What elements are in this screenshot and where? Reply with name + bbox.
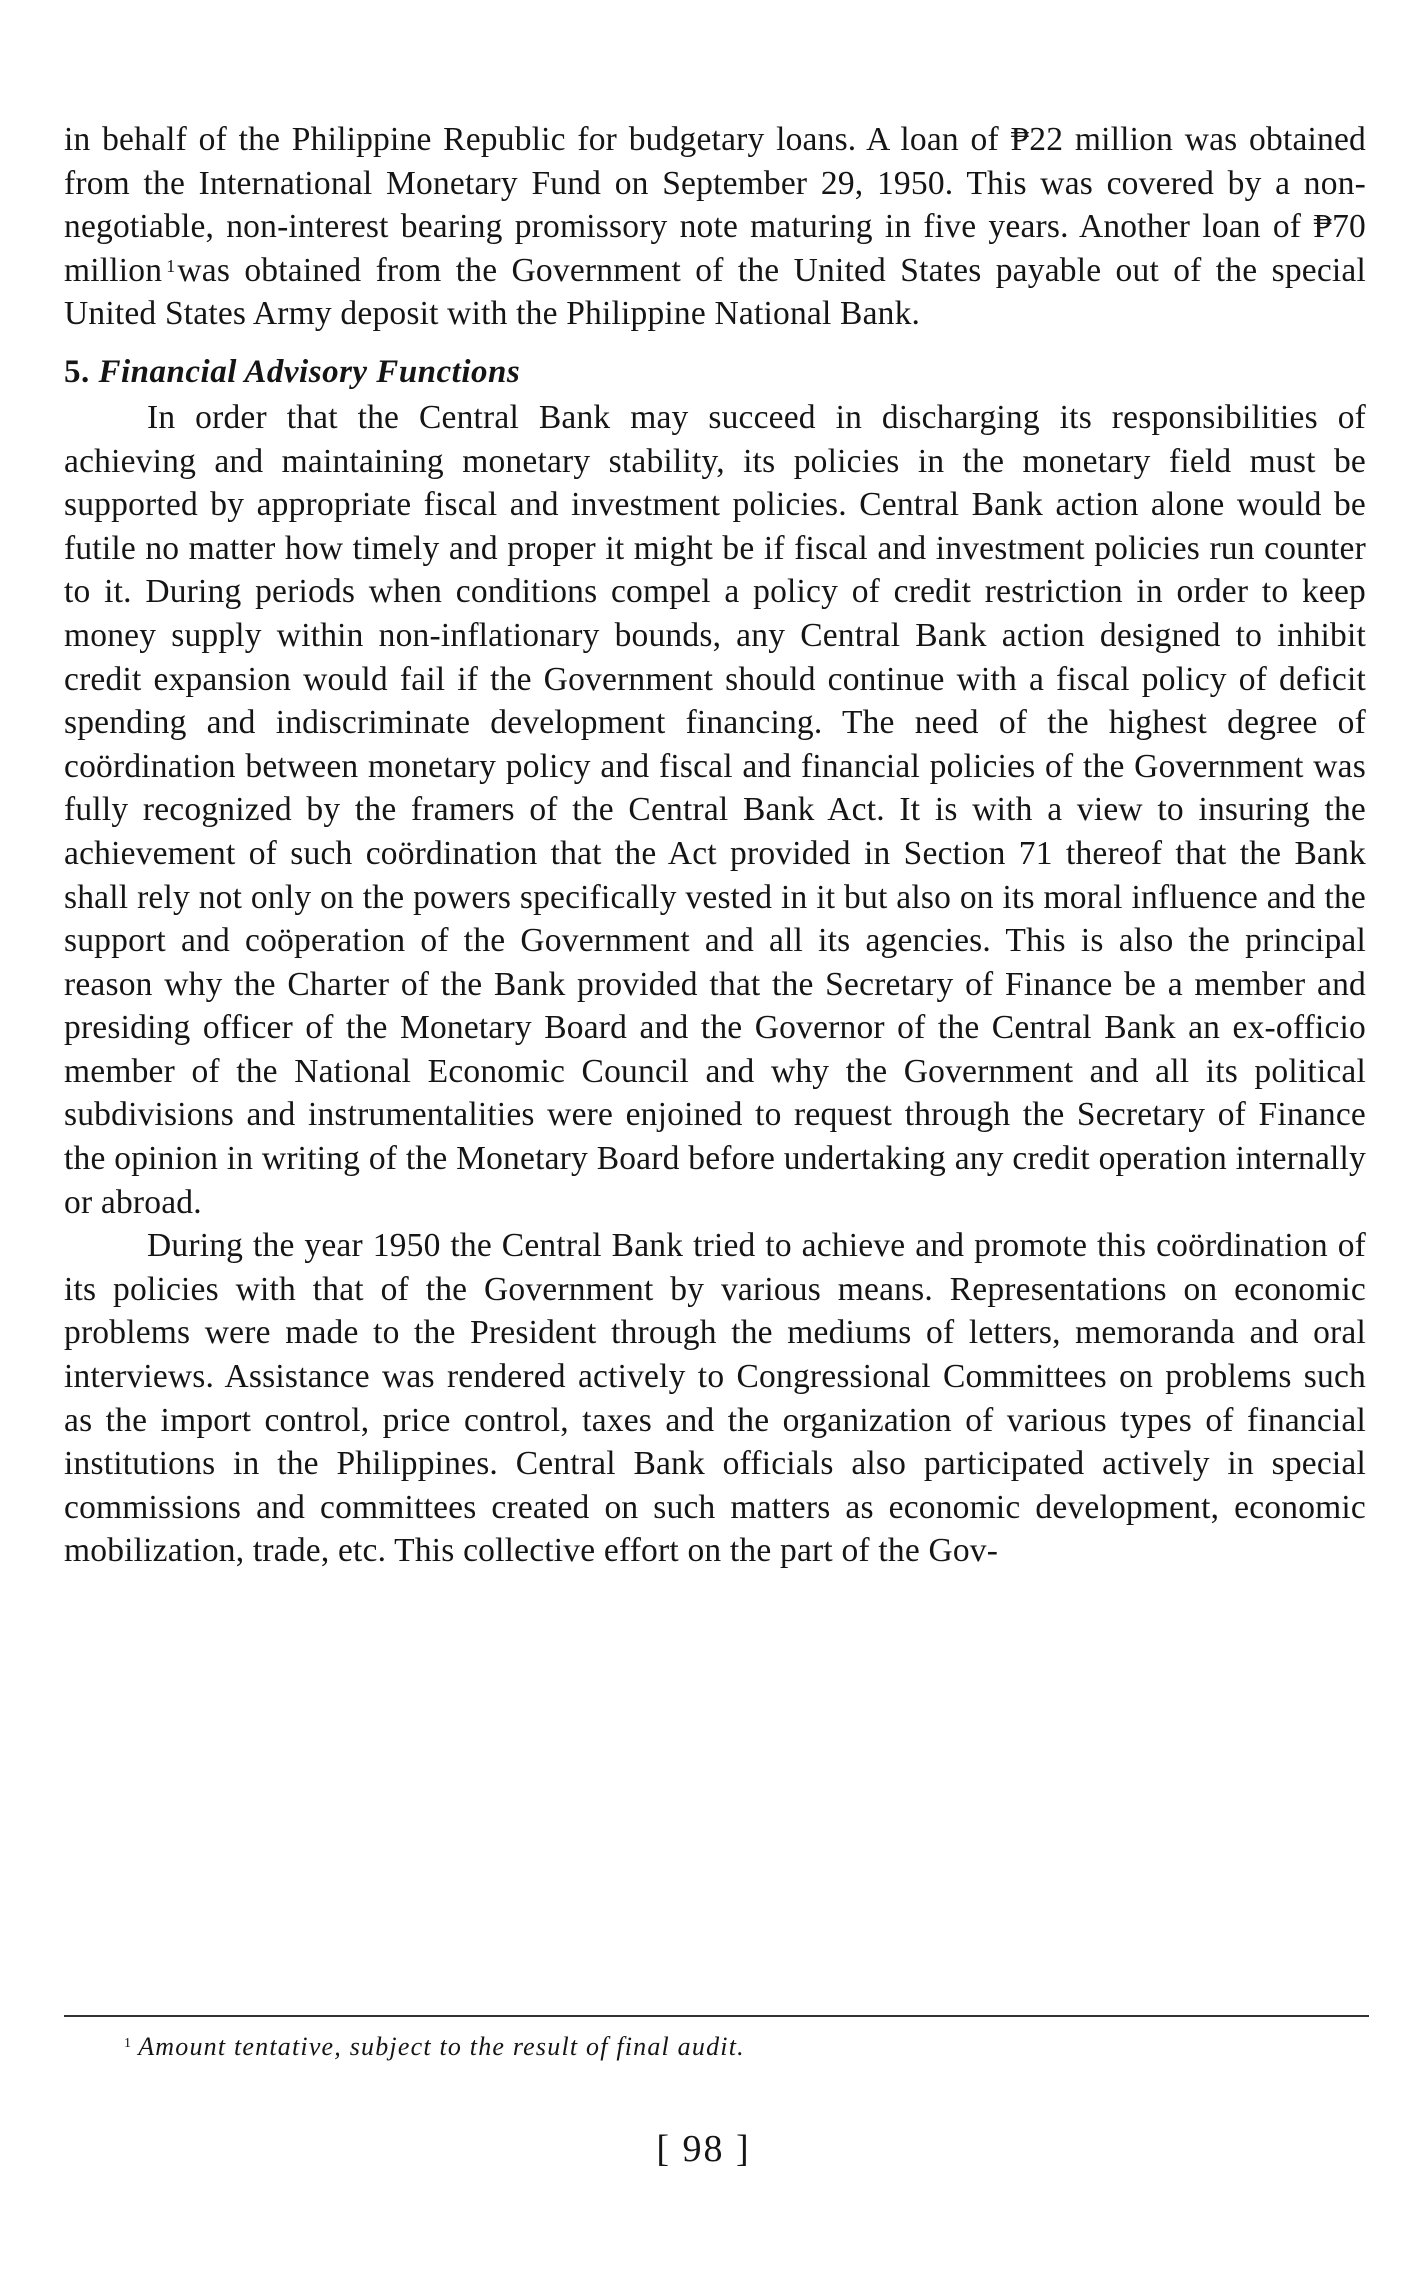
page-body [64,118,1366,1573]
paragraph-advisory-functions: In order that the Central Bank may succeed in discharging its responsibilities of achieving and maintaining monetary stability, its policies in the monetary field must be supported by appropriate fiscal and investment policies. Central Bank action alone would be futile no matter how timely and proper it might be if fiscal and investment policies run counter to it. During periods when conditions compel a policy of credit restriction in order to keep money supply within non-inflationary bounds, any Central Bank action designed to inhibit credit expansion would fail if the Government should continue with a fiscal policy of deficit spending and indiscriminate development financing. The need of the highest degree of coördination between monetary policy and fiscal and financial policies of the Government was fully recognized by the framers of the Central Bank Act. It is with a view to insuring the achievement of such coördination that the Act provided in Section 71 thereof that the Bank shall rely not only on the powers specifically vested in it but also on its moral influence and the support and coöperation of the Government and all its agencies. This is also the principal reason why the Charter of the Bank provided that the Secretary of Finance be a member and presiding officer of the Monetary Board and the Governor of the Central Bank an ex-officio member of the National Economic Council and why the Government and all its political subdivisions and instrumentalities were enjoined to request through the Secretary of Finance the opinion in writing of the Monetary Board before undertaking any credit operation internally or abroad. [64,398,1366,1221]
page-number: [ 98 ] [656,2128,751,2170]
paragraph-loans-text-a: in behalf of the Philippine Republic for budgetary loans. A loan of ₱22 million was obtained from the International Monetary Fund on September 29, 1950. This was covered by a non-negotiable, non-interest bearing promissory note maturing in five years. Another loan of ₱70 million [64,121,1366,289]
paragraph-loans-text-b: was obtained from the Government of the United States payable out of the special United States Army deposit with the Philippine National Bank. [64,251,1366,333]
footnote-marker: 1 [124,2036,133,2051]
footnote [124,2030,1324,2064]
section-number: 5. [64,353,90,390]
paragraph-coordination-efforts: During the year 1950 the Central Bank tried to achieve and promote this coördination of its policies with that of the Government by various means. Representations on economic problems were made to the President through the mediums of letters, memoranda and oral interviews. Assistance was rendered actively to Congressional Committees on problems such as the import control, price control, taxes and the organization of various types of financial institutions in the Philippines. Central Bank officials also participated actively in special commissions and committees created on such matters as economic development, economic mobilization, trade, etc. This collective effort on the part of the Gov- [64,1227,1366,1570]
footnote-text: Amount tentative, subject to the result of final audit. [138,2032,745,2061]
paragraph-loans [64,118,1366,336]
section-heading [64,350,1366,394]
footnote-reference: 1 [166,255,176,276]
footnote-divider [64,2015,1369,2017]
section-title: Financial Advisory Functions [98,353,521,390]
